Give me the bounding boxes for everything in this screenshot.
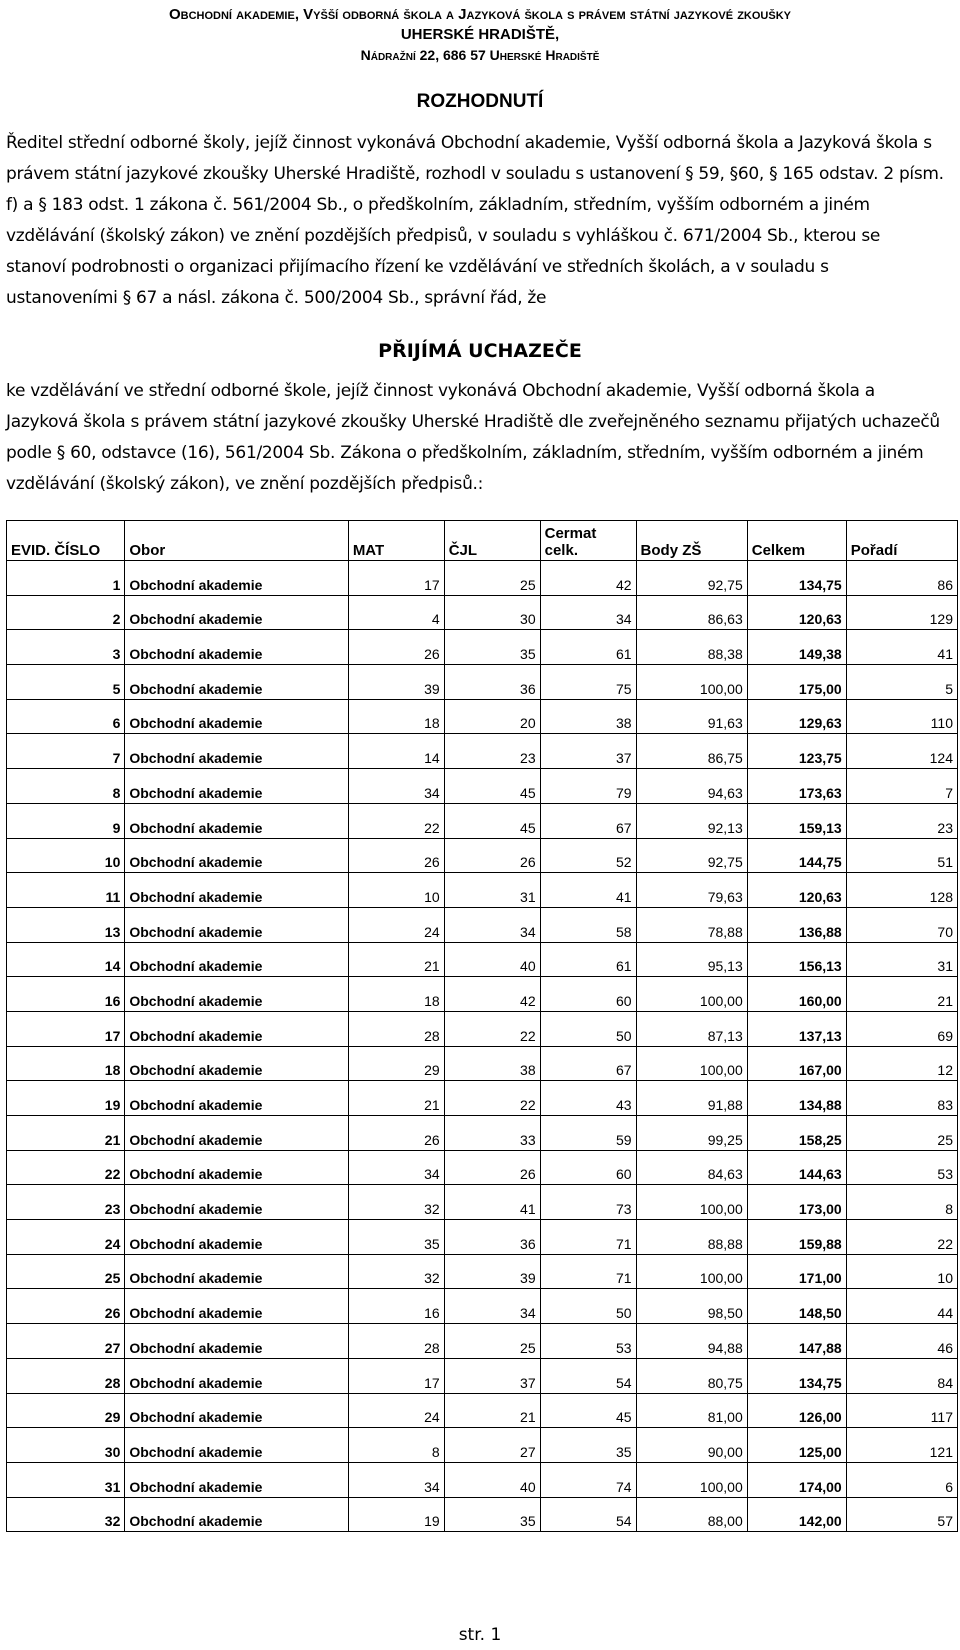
cell-bodyzs: 100,00 <box>636 1046 747 1081</box>
cell-mat: 10 <box>348 873 444 908</box>
table-row <box>7 699 958 734</box>
cell-cjl: 35 <box>444 630 540 665</box>
cell-celkem: 167,00 <box>747 1046 846 1081</box>
cell-poradi: 8 <box>846 1185 957 1220</box>
table-row <box>7 1116 958 1151</box>
cell-poradi: 84 <box>846 1358 957 1393</box>
cell-poradi: 86 <box>846 561 957 596</box>
cell-evid: 14 <box>7 942 125 977</box>
cell-cermat: 54 <box>540 1497 636 1532</box>
cell-poradi: 44 <box>846 1289 957 1324</box>
cell-celkem: 173,00 <box>747 1185 846 1220</box>
table-row <box>7 561 958 596</box>
cell-cjl: 33 <box>444 1116 540 1151</box>
cell-mat: 34 <box>348 769 444 804</box>
cell-celkem: 175,00 <box>747 665 846 700</box>
cell-evid: 3 <box>7 630 125 665</box>
cell-celkem: 158,25 <box>747 1116 846 1151</box>
cell-celkem: 120,63 <box>747 873 846 908</box>
table-row <box>7 838 958 873</box>
table-row <box>7 803 958 838</box>
header-bodyzs: Body ZŠ <box>636 521 747 561</box>
cell-cermat: 43 <box>540 1081 636 1116</box>
cell-obor: Obchodní akademie <box>125 977 348 1012</box>
cell-evid: 6 <box>7 699 125 734</box>
cell-mat: 29 <box>348 1046 444 1081</box>
cell-evid: 1 <box>7 561 125 596</box>
cell-celkem: 149,38 <box>747 630 846 665</box>
cell-bodyzs: 100,00 <box>636 1462 747 1497</box>
cell-cjl: 21 <box>444 1393 540 1428</box>
cell-obor: Obchodní akademie <box>125 1428 348 1463</box>
cell-cjl: 30 <box>444 595 540 630</box>
cell-cjl: 36 <box>444 665 540 700</box>
school-city: UHERSKÉ HRADIŠTĚ, <box>400 26 560 43</box>
table-row <box>7 1428 958 1463</box>
cell-cermat: 71 <box>540 1254 636 1289</box>
cell-cermat: 38 <box>540 699 636 734</box>
school-address: Nádražní 22, 686 57 Uherské Hradiště <box>360 47 600 63</box>
cell-bodyzs: 94,88 <box>636 1324 747 1359</box>
cell-mat: 28 <box>348 1324 444 1359</box>
table-header-row <box>7 521 958 561</box>
cell-evid: 17 <box>7 1011 125 1046</box>
table-row <box>7 665 958 700</box>
cell-celkem: 160,00 <box>747 977 846 1012</box>
cell-cjl: 25 <box>444 561 540 596</box>
cell-obor: Obchodní akademie <box>125 1011 348 1046</box>
header-mat: MAT <box>348 521 444 561</box>
cell-poradi: 124 <box>846 734 957 769</box>
cell-evid: 13 <box>7 907 125 942</box>
cell-bodyzs: 100,00 <box>636 1254 747 1289</box>
admission-paragraph: ke vzdělávání ve střední odborné škole, jejíž činnost vykonává Obchodní akademie, Vyšší odborná škola a Jazyková škola s právem státní jazykové zkoušky Uherské Hradiště dle zveřejněného seznamu přijatých uchazečů podle § 60, odstavce (16), 561/2004 Sb. Zákona o předškolním, základním, středním, vyšším odborném a jiném vzdělávání (školský zákon), ve znění pozdějších předpisů.: <box>6 381 940 494</box>
cell-bodyzs: 91,63 <box>636 699 747 734</box>
table-row <box>7 1081 958 1116</box>
cell-cjl: 31 <box>444 873 540 908</box>
cell-cermat: 42 <box>540 561 636 596</box>
cell-mat: 32 <box>348 1185 444 1220</box>
cell-mat: 21 <box>348 942 444 977</box>
cell-cjl: 37 <box>444 1358 540 1393</box>
cell-evid: 32 <box>7 1497 125 1532</box>
cell-bodyzs: 80,75 <box>636 1358 747 1393</box>
cell-cjl: 40 <box>444 942 540 977</box>
cell-poradi: 128 <box>846 873 957 908</box>
cell-evid: 21 <box>7 1116 125 1151</box>
cell-bodyzs: 91,88 <box>636 1081 747 1116</box>
cell-cermat: 35 <box>540 1428 636 1463</box>
cell-poradi: 22 <box>846 1220 957 1255</box>
cell-evid: 24 <box>7 1220 125 1255</box>
cell-bodyzs: 100,00 <box>636 977 747 1012</box>
header-evid: EVID. ČÍSLO <box>7 521 125 561</box>
cell-mat: 18 <box>348 977 444 1012</box>
cell-evid: 11 <box>7 873 125 908</box>
cell-obor: Obchodní akademie <box>125 1220 348 1255</box>
decision-subtitle: PŘIJÍMÁ UCHAZEČE <box>378 340 582 362</box>
cell-poradi: 23 <box>846 803 957 838</box>
cell-obor: Obchodní akademie <box>125 665 348 700</box>
table-row <box>7 1254 958 1289</box>
cell-obor: Obchodní akademie <box>125 595 348 630</box>
cell-mat: 21 <box>348 1081 444 1116</box>
cell-cjl: 25 <box>444 1324 540 1359</box>
cell-obor: Obchodní akademie <box>125 1393 348 1428</box>
cell-cjl: 41 <box>444 1185 540 1220</box>
table-row <box>7 769 958 804</box>
cell-cermat: 45 <box>540 1393 636 1428</box>
cell-cermat: 37 <box>540 734 636 769</box>
cell-celkem: 148,50 <box>747 1289 846 1324</box>
cell-cermat: 60 <box>540 977 636 1012</box>
cell-bodyzs: 92,13 <box>636 803 747 838</box>
cell-poradi: 117 <box>846 1393 957 1428</box>
cell-mat: 26 <box>348 838 444 873</box>
cell-bodyzs: 78,88 <box>636 907 747 942</box>
cell-evid: 2 <box>7 595 125 630</box>
results-body <box>7 561 958 1532</box>
cell-poradi: 46 <box>846 1324 957 1359</box>
cell-evid: 18 <box>7 1046 125 1081</box>
cell-poradi: 69 <box>846 1011 957 1046</box>
cell-obor: Obchodní akademie <box>125 699 348 734</box>
cell-mat: 19 <box>348 1497 444 1532</box>
cell-mat: 39 <box>348 665 444 700</box>
table-row <box>7 1150 958 1185</box>
cell-obor: Obchodní akademie <box>125 1324 348 1359</box>
cell-cermat: 61 <box>540 942 636 977</box>
cell-mat: 8 <box>348 1428 444 1463</box>
header-poradi: Pořadí <box>846 521 957 561</box>
results-table <box>6 520 958 1532</box>
cell-bodyzs: 92,75 <box>636 561 747 596</box>
header-obor: Obor <box>125 521 348 561</box>
document-title: ROZHODNUTÍ <box>416 91 544 112</box>
cell-celkem: 173,63 <box>747 769 846 804</box>
cell-cjl: 40 <box>444 1462 540 1497</box>
header-cermat: Cermat celk. <box>540 521 636 561</box>
cell-mat: 26 <box>348 1116 444 1151</box>
cell-celkem: 126,00 <box>747 1393 846 1428</box>
cell-bodyzs: 88,38 <box>636 630 747 665</box>
cell-obor: Obchodní akademie <box>125 873 348 908</box>
cell-evid: 5 <box>7 665 125 700</box>
cell-poradi: 121 <box>846 1428 957 1463</box>
cell-cermat: 50 <box>540 1011 636 1046</box>
cell-mat: 17 <box>348 561 444 596</box>
cell-celkem: 137,13 <box>747 1011 846 1046</box>
cell-mat: 26 <box>348 630 444 665</box>
cell-cjl: 20 <box>444 699 540 734</box>
cell-celkem: 171,00 <box>747 1254 846 1289</box>
table-row <box>7 873 958 908</box>
cell-obor: Obchodní akademie <box>125 1462 348 1497</box>
cell-bodyzs: 100,00 <box>636 1185 747 1220</box>
cell-celkem: 136,88 <box>747 907 846 942</box>
cell-celkem: 156,13 <box>747 942 846 977</box>
cell-poradi: 53 <box>846 1150 957 1185</box>
cell-obor: Obchodní akademie <box>125 769 348 804</box>
cell-poradi: 25 <box>846 1116 957 1151</box>
cell-obor: Obchodní akademie <box>125 734 348 769</box>
cell-bodyzs: 88,00 <box>636 1497 747 1532</box>
cell-celkem: 144,63 <box>747 1150 846 1185</box>
cell-celkem: 123,75 <box>747 734 846 769</box>
cell-mat: 18 <box>348 699 444 734</box>
cell-cermat: 58 <box>540 907 636 942</box>
cell-cjl: 22 <box>444 1081 540 1116</box>
cell-poradi: 10 <box>846 1254 957 1289</box>
cell-celkem: 134,75 <box>747 1358 846 1393</box>
table-row <box>7 1185 958 1220</box>
header-celkem: Celkem <box>747 521 846 561</box>
cell-obor: Obchodní akademie <box>125 1150 348 1185</box>
cell-cjl: 34 <box>444 907 540 942</box>
cell-mat: 17 <box>348 1358 444 1393</box>
cell-obor: Obchodní akademie <box>125 1116 348 1151</box>
table-row <box>7 630 958 665</box>
cell-evid: 28 <box>7 1358 125 1393</box>
table-row <box>7 1220 958 1255</box>
cell-mat: 24 <box>348 907 444 942</box>
cell-cermat: 73 <box>540 1185 636 1220</box>
cell-cjl: 35 <box>444 1497 540 1532</box>
cell-celkem: 159,13 <box>747 803 846 838</box>
cell-evid: 9 <box>7 803 125 838</box>
cell-cermat: 61 <box>540 630 636 665</box>
table-row <box>7 977 958 1012</box>
cell-obor: Obchodní akademie <box>125 803 348 838</box>
cell-obor: Obchodní akademie <box>125 1254 348 1289</box>
cell-cermat: 71 <box>540 1220 636 1255</box>
cell-poradi: 41 <box>846 630 957 665</box>
cell-poradi: 6 <box>846 1462 957 1497</box>
cell-celkem: 142,00 <box>747 1497 846 1532</box>
cell-celkem: 147,88 <box>747 1324 846 1359</box>
cell-mat: 16 <box>348 1289 444 1324</box>
cell-obor: Obchodní akademie <box>125 1497 348 1532</box>
cell-poradi: 83 <box>846 1081 957 1116</box>
table-row <box>7 1011 958 1046</box>
cell-bodyzs: 100,00 <box>636 665 747 700</box>
cell-cermat: 74 <box>540 1462 636 1497</box>
table-row <box>7 1393 958 1428</box>
cell-poradi: 110 <box>846 699 957 734</box>
table-row <box>7 1462 958 1497</box>
cell-bodyzs: 95,13 <box>636 942 747 977</box>
cell-cjl: 27 <box>444 1428 540 1463</box>
page-number: str. 1 <box>458 1625 502 1645</box>
cell-cermat: 67 <box>540 803 636 838</box>
cell-evid: 7 <box>7 734 125 769</box>
cell-mat: 32 <box>348 1254 444 1289</box>
cell-celkem: 159,88 <box>747 1220 846 1255</box>
cell-evid: 23 <box>7 1185 125 1220</box>
cell-mat: 4 <box>348 595 444 630</box>
cell-obor: Obchodní akademie <box>125 1046 348 1081</box>
cell-obor: Obchodní akademie <box>125 1185 348 1220</box>
cell-evid: 10 <box>7 838 125 873</box>
table-row <box>7 1046 958 1081</box>
table-row <box>7 595 958 630</box>
cell-cjl: 39 <box>444 1254 540 1289</box>
cell-obor: Obchodní akademie <box>125 838 348 873</box>
cell-bodyzs: 79,63 <box>636 873 747 908</box>
table-row <box>7 1289 958 1324</box>
cell-mat: 14 <box>348 734 444 769</box>
school-header <box>0 0 960 65</box>
cell-cjl: 23 <box>444 734 540 769</box>
cell-cermat: 50 <box>540 1289 636 1324</box>
cell-evid: 27 <box>7 1324 125 1359</box>
cell-evid: 8 <box>7 769 125 804</box>
cell-celkem: 120,63 <box>747 595 846 630</box>
cell-cjl: 36 <box>444 1220 540 1255</box>
cell-mat: 24 <box>348 1393 444 1428</box>
cell-obor: Obchodní akademie <box>125 942 348 977</box>
cell-bodyzs: 84,63 <box>636 1150 747 1185</box>
table-row <box>7 907 958 942</box>
cell-mat: 35 <box>348 1220 444 1255</box>
cell-celkem: 144,75 <box>747 838 846 873</box>
cell-bodyzs: 81,00 <box>636 1393 747 1428</box>
cell-obor: Obchodní akademie <box>125 561 348 596</box>
cell-bodyzs: 87,13 <box>636 1011 747 1046</box>
cell-evid: 25 <box>7 1254 125 1289</box>
cell-bodyzs: 90,00 <box>636 1428 747 1463</box>
cell-poradi: 31 <box>846 942 957 977</box>
cell-bodyzs: 99,25 <box>636 1116 747 1151</box>
cell-cermat: 60 <box>540 1150 636 1185</box>
cell-poradi: 57 <box>846 1497 957 1532</box>
cell-bodyzs: 94,63 <box>636 769 747 804</box>
cell-obor: Obchodní akademie <box>125 1081 348 1116</box>
cell-bodyzs: 92,75 <box>636 838 747 873</box>
cell-cermat: 52 <box>540 838 636 873</box>
cell-cermat: 75 <box>540 665 636 700</box>
cell-obor: Obchodní akademie <box>125 907 348 942</box>
cell-cjl: 34 <box>444 1289 540 1324</box>
cell-poradi: 5 <box>846 665 957 700</box>
cell-cermat: 34 <box>540 595 636 630</box>
cell-cjl: 26 <box>444 1150 540 1185</box>
cell-obor: Obchodní akademie <box>125 1358 348 1393</box>
cell-obor: Obchodní akademie <box>125 630 348 665</box>
cell-evid: 30 <box>7 1428 125 1463</box>
decision-paragraph: Ředitel střední odborné školy, jejíž činnost vykonává Obchodní akademie, Vyšší odborná škola a Jazyková škola s právem státní jazykové zkoušky Uherské Hradiště, rozhodl v souladu s ustanovení § 59, §60, § 165 odstav. 2 písm. f) a § 183 odst. 1 zákona č. 561/2004 Sb., o předškolním, základním, středním, vyšším odborném a jiném vzdělávání (školský zákon) ve znění pozdějších předpisů, v souladu s vyhláškou č. 671/2004 Sb., kterou se stanoví podrobnosti o organizaci přijímacího řízení ke vzdělávání ve středních školách, a v souladu s ustanoveními § 67 a násl. zákona č. 500/2004 Sb., správní řád, že <box>6 133 944 308</box>
cell-obor: Obchodní akademie <box>125 1289 348 1324</box>
cell-cjl: 26 <box>444 838 540 873</box>
school-name: Obchodní akademie, Vyšší odborná škola a Jazyková škola s právem státní jazykové zkoušky <box>168 6 791 23</box>
cell-cermat: 79 <box>540 769 636 804</box>
table-row <box>7 942 958 977</box>
cell-evid: 31 <box>7 1462 125 1497</box>
table-row <box>7 1497 958 1532</box>
cell-bodyzs: 86,75 <box>636 734 747 769</box>
table-row <box>7 1324 958 1359</box>
cell-mat: 22 <box>348 803 444 838</box>
cell-evid: 22 <box>7 1150 125 1185</box>
cell-celkem: 134,75 <box>747 561 846 596</box>
cell-evid: 26 <box>7 1289 125 1324</box>
cell-cjl: 38 <box>444 1046 540 1081</box>
cell-mat: 34 <box>348 1462 444 1497</box>
cell-cermat: 41 <box>540 873 636 908</box>
cell-celkem: 125,00 <box>747 1428 846 1463</box>
cell-cermat: 54 <box>540 1358 636 1393</box>
cell-mat: 28 <box>348 1011 444 1046</box>
cell-poradi: 70 <box>846 907 957 942</box>
table-row <box>7 734 958 769</box>
cell-evid: 19 <box>7 1081 125 1116</box>
cell-bodyzs: 86,63 <box>636 595 747 630</box>
cell-cermat: 67 <box>540 1046 636 1081</box>
cell-poradi: 21 <box>846 977 957 1012</box>
cell-evid: 16 <box>7 977 125 1012</box>
cell-cermat: 59 <box>540 1116 636 1151</box>
cell-cjl: 42 <box>444 977 540 1012</box>
table-row <box>7 1358 958 1393</box>
cell-cjl: 45 <box>444 803 540 838</box>
cell-celkem: 134,88 <box>747 1081 846 1116</box>
cell-celkem: 174,00 <box>747 1462 846 1497</box>
cell-cjl: 45 <box>444 769 540 804</box>
cell-celkem: 129,63 <box>747 699 846 734</box>
cell-bodyzs: 88,88 <box>636 1220 747 1255</box>
cell-mat: 34 <box>348 1150 444 1185</box>
cell-cjl: 22 <box>444 1011 540 1046</box>
cell-cermat: 53 <box>540 1324 636 1359</box>
header-cjl: ČJL <box>444 521 540 561</box>
cell-poradi: 51 <box>846 838 957 873</box>
cell-poradi: 12 <box>846 1046 957 1081</box>
cell-evid: 29 <box>7 1393 125 1428</box>
cell-poradi: 129 <box>846 595 957 630</box>
cell-poradi: 7 <box>846 769 957 804</box>
cell-bodyzs: 98,50 <box>636 1289 747 1324</box>
